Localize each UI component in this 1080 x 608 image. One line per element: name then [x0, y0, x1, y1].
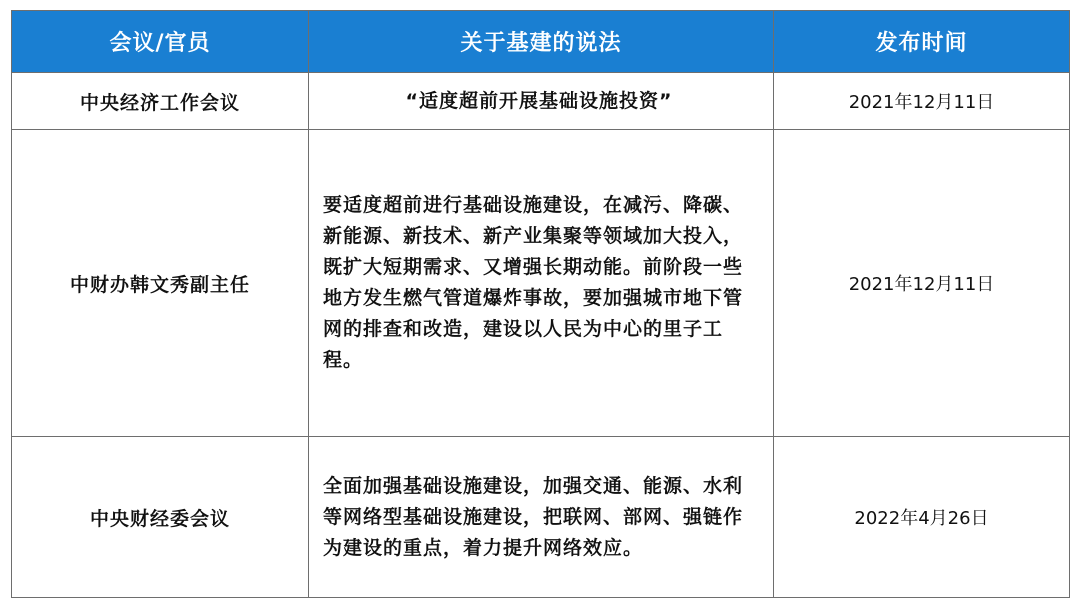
row-statement [309, 73, 774, 130]
row-statement [309, 130, 774, 437]
header-source: 会议/官员 [12, 11, 309, 73]
row-statement-text: 要适度超前进行基础设施建设，在减污、降碳、新能源、新技术、新产业集聚等领域加大投入，既扩大短期需求、又增强长期动能。前阶段一些地方发生燃气管道爆炸事故，要加强城市地下管网的排查和改造，建设以人民为中心的里子工程。 [323, 194, 744, 371]
table-row [12, 130, 1070, 437]
infrastructure-statements-table [11, 10, 1070, 598]
header-statement: 关于基建的说法 [309, 11, 774, 73]
row-statement-text: “适度超前开展基础设施投资” [405, 89, 673, 112]
table-row [12, 437, 1070, 598]
table-row [12, 73, 1070, 130]
infrastructure-statements-table-container [11, 10, 1069, 598]
row-statement-text: 全面加强基础设施建设，加强交通、能源、水利等网络型基础设施建设，把联网、部网、强链作为建设的重点，着力提升网络效应。 [323, 474, 744, 559]
table-header [12, 11, 1070, 73]
header-date: 发布时间 [774, 11, 1070, 73]
row-source: 中央经济工作会议 [12, 73, 309, 130]
header-row [12, 11, 1070, 73]
row-source: 中财办韩文秀副主任 [12, 130, 309, 437]
row-date: 2022年4月26日 [774, 437, 1070, 598]
table-body [12, 73, 1070, 598]
row-date: 2021年12月11日 [774, 73, 1070, 130]
row-date: 2021年12月11日 [774, 130, 1070, 437]
row-source: 中央财经委会议 [12, 437, 309, 598]
row-statement [309, 437, 774, 598]
